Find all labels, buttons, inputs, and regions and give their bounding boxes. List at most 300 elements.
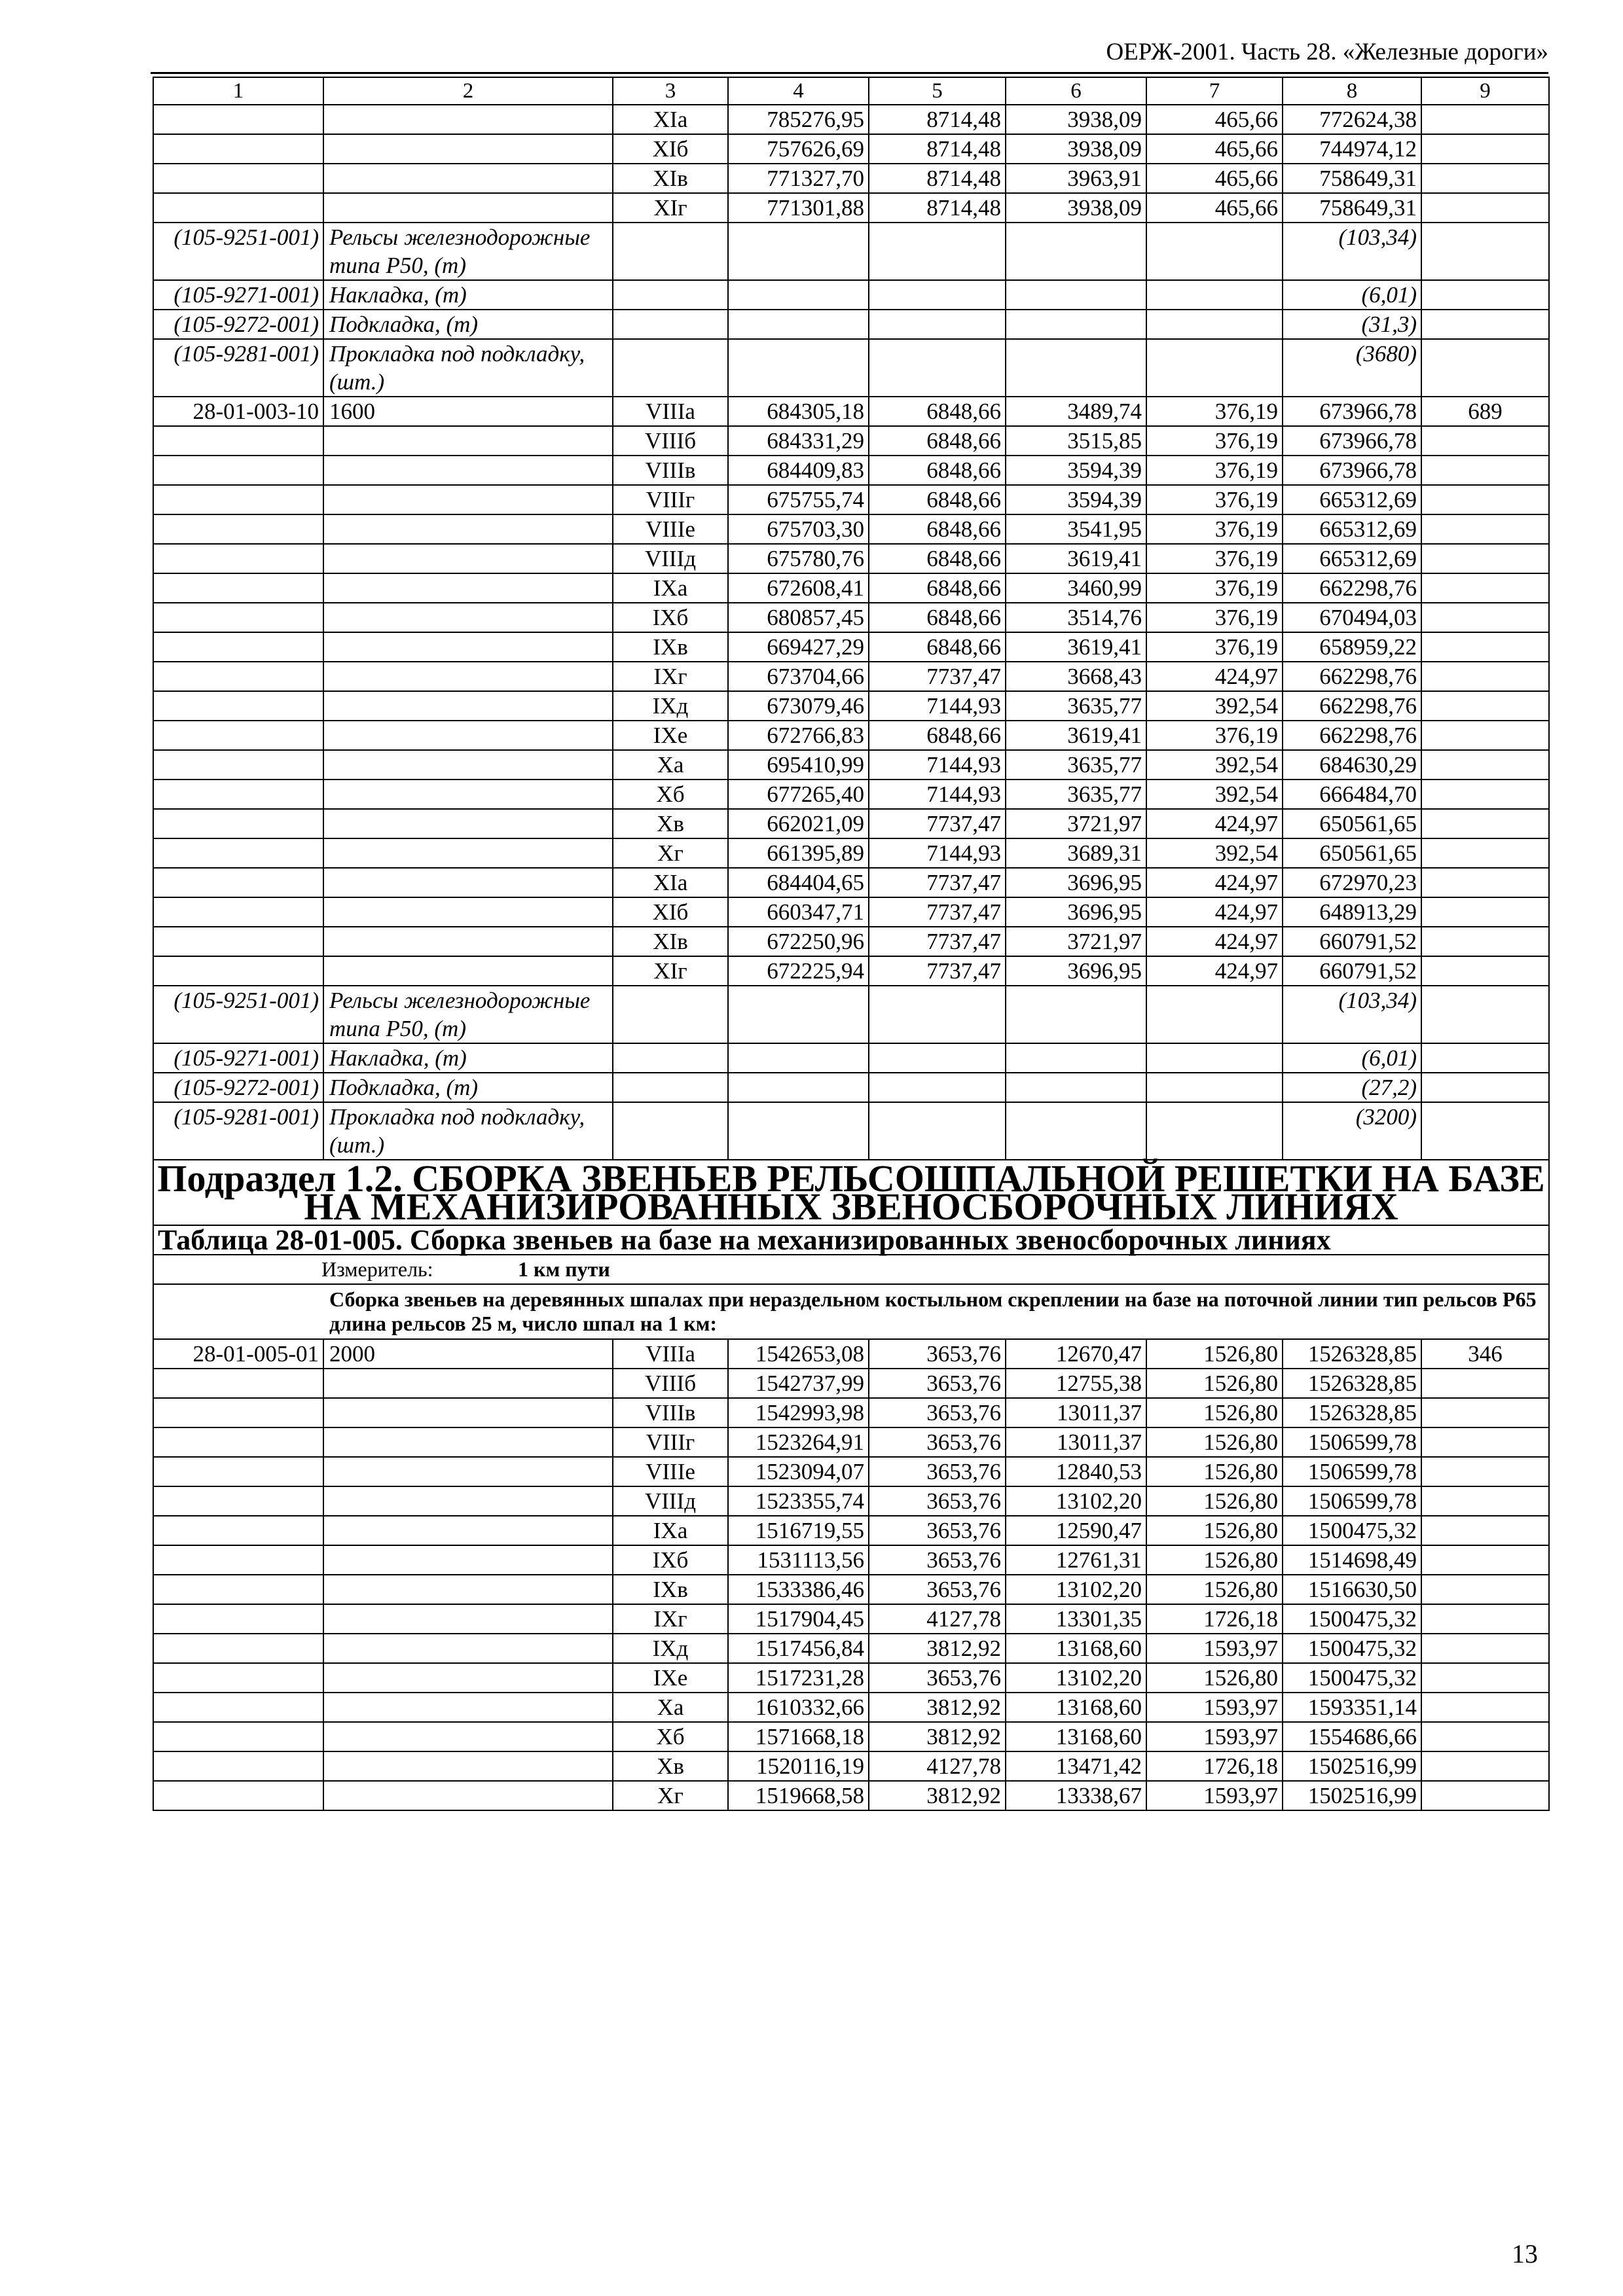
driver-wage-cell: 424,97 — [1146, 927, 1283, 956]
materials-cell: (27,2) — [1283, 1073, 1421, 1102]
name-cell — [323, 809, 613, 838]
table-title: Таблица 28-01-005. Сборка звеньев на базе на механизированных звеносборочных линиях — [153, 1225, 1549, 1255]
machine-cost-cell: 13011,37 — [1006, 1398, 1146, 1427]
materials-cell: 1500475,32 — [1283, 1663, 1421, 1693]
category-cell: Xа — [613, 1693, 728, 1722]
driver-wage-cell: 1526,80 — [1146, 1427, 1283, 1457]
machine-cost-cell — [1006, 339, 1146, 397]
driver-wage-cell — [1146, 986, 1283, 1043]
materials-cell: 1506599,78 — [1283, 1457, 1421, 1486]
wage-cell: 6848,66 — [869, 485, 1006, 514]
driver-wage-cell — [1146, 223, 1283, 280]
materials-cell: 744974,12 — [1283, 134, 1421, 164]
machine-cost-cell: 3489,74 — [1006, 397, 1146, 426]
name-cell: Прокладка под подкладку, (шт.) — [323, 1102, 613, 1160]
materials-cell: 662298,76 — [1283, 573, 1421, 603]
code-cell — [153, 662, 323, 691]
driver-wage-cell: 376,19 — [1146, 544, 1283, 573]
name-cell — [323, 662, 613, 691]
driver-wage-cell: 424,97 — [1146, 809, 1283, 838]
labor-cell — [1421, 750, 1549, 780]
driver-wage-cell: 1526,80 — [1146, 1516, 1283, 1545]
materials-cell: 673966,78 — [1283, 397, 1421, 426]
total-cost-cell — [728, 1073, 869, 1102]
total-cost-cell: 771327,70 — [728, 164, 869, 193]
category-cell: Xб — [613, 1722, 728, 1751]
labor-cell — [1421, 223, 1549, 280]
category-cell: VIIIд — [613, 544, 728, 573]
labor-cell — [1421, 1781, 1549, 1810]
category-cell: VIIIе — [613, 514, 728, 544]
driver-wage-cell: 392,54 — [1146, 691, 1283, 721]
machine-cost-cell: 3635,77 — [1006, 691, 1146, 721]
resource-row — [153, 986, 1549, 1043]
category-cell: IXб — [613, 603, 728, 632]
wage-cell: 6848,66 — [869, 573, 1006, 603]
labor-cell — [1421, 662, 1549, 691]
page-number: 13 — [1512, 2239, 1538, 2269]
machine-cost-cell: 13338,67 — [1006, 1781, 1146, 1810]
driver-wage-cell: 1593,97 — [1146, 1693, 1283, 1722]
wage-cell: 7737,47 — [869, 809, 1006, 838]
category-cell: Xг — [613, 1781, 728, 1810]
driver-wage-cell: 1526,80 — [1146, 1339, 1283, 1369]
code-cell — [153, 164, 323, 193]
name-cell — [323, 838, 613, 868]
labor-cell — [1421, 1634, 1549, 1663]
table-row — [153, 1369, 1549, 1398]
code-cell — [153, 456, 323, 485]
total-cost-cell: 1571668,18 — [728, 1722, 869, 1751]
name-cell — [323, 868, 613, 897]
code-cell — [153, 897, 323, 927]
machine-cost-cell: 3963,91 — [1006, 164, 1146, 193]
category-cell: XIв — [613, 164, 728, 193]
resource-row — [153, 280, 1549, 310]
materials-cell: 662298,76 — [1283, 662, 1421, 691]
code-cell — [153, 1427, 323, 1457]
wage-cell: 8714,48 — [869, 134, 1006, 164]
code-cell — [153, 485, 323, 514]
driver-wage-cell: 376,19 — [1146, 456, 1283, 485]
table-row — [153, 897, 1549, 927]
total-cost-cell: 669427,29 — [728, 632, 869, 662]
materials-cell: (31,3) — [1283, 310, 1421, 339]
category-cell — [613, 986, 728, 1043]
name-cell — [323, 485, 613, 514]
column-number: 1 — [153, 77, 323, 105]
code-cell — [153, 1575, 323, 1604]
materials-cell: (6,01) — [1283, 280, 1421, 310]
wage-cell — [869, 1102, 1006, 1160]
total-cost-cell — [728, 310, 869, 339]
total-cost-cell — [728, 986, 869, 1043]
machine-cost-cell: 3460,99 — [1006, 573, 1146, 603]
wage-cell — [869, 310, 1006, 339]
total-cost-cell: 661395,89 — [728, 838, 869, 868]
wage-cell: 3653,76 — [869, 1427, 1006, 1457]
table-row — [153, 1751, 1549, 1781]
name-cell — [323, 134, 613, 164]
code-cell — [153, 868, 323, 897]
driver-wage-cell: 392,54 — [1146, 750, 1283, 780]
name-cell: Прокладка под подкладку, (шт.) — [323, 339, 613, 397]
name-cell: 1600 — [323, 397, 613, 426]
total-cost-cell: 1610332,66 — [728, 1693, 869, 1722]
total-cost-cell: 695410,99 — [728, 750, 869, 780]
driver-wage-cell: 1526,80 — [1146, 1457, 1283, 1486]
table-row — [153, 1516, 1549, 1545]
code-cell — [153, 691, 323, 721]
table-row — [153, 1722, 1549, 1751]
wage-cell: 3653,76 — [869, 1369, 1006, 1398]
materials-cell: (103,34) — [1283, 986, 1421, 1043]
resource-row — [153, 1102, 1549, 1160]
wage-cell — [869, 223, 1006, 280]
column-number: 8 — [1283, 77, 1421, 105]
code-cell: (105-9251-001) — [153, 223, 323, 280]
category-cell — [613, 339, 728, 397]
driver-wage-cell: 1526,80 — [1146, 1398, 1283, 1427]
driver-wage-cell: 424,97 — [1146, 662, 1283, 691]
code-cell — [153, 105, 323, 134]
table-row — [153, 780, 1549, 809]
driver-wage-cell: 376,19 — [1146, 397, 1283, 426]
name-cell — [323, 1693, 613, 1722]
labor-cell — [1421, 544, 1549, 573]
total-cost-cell: 672608,41 — [728, 573, 869, 603]
code-cell — [153, 956, 323, 986]
machine-cost-cell — [1006, 1073, 1146, 1102]
driver-wage-cell: 1526,80 — [1146, 1369, 1283, 1398]
machine-cost-cell — [1006, 310, 1146, 339]
materials-cell: 758649,31 — [1283, 193, 1421, 223]
driver-wage-cell: 465,66 — [1146, 134, 1283, 164]
code-cell: (105-9251-001) — [153, 986, 323, 1043]
labor-cell — [1421, 1369, 1549, 1398]
machine-cost-cell: 13102,20 — [1006, 1663, 1146, 1693]
total-cost-cell: 675755,74 — [728, 485, 869, 514]
total-cost-cell — [728, 1043, 869, 1073]
category-cell: VIIIв — [613, 1398, 728, 1427]
table-body-part1 — [153, 77, 1549, 1160]
name-cell — [323, 1545, 613, 1575]
category-cell: XIб — [613, 897, 728, 927]
labor-cell — [1421, 280, 1549, 310]
table-row — [153, 1575, 1549, 1604]
name-cell — [323, 603, 613, 632]
wage-cell: 6848,66 — [869, 721, 1006, 750]
materials-cell: 658959,22 — [1283, 632, 1421, 662]
labor-cell: 346 — [1421, 1339, 1549, 1369]
table-row — [153, 809, 1549, 838]
materials-cell: 673966,78 — [1283, 426, 1421, 456]
code-cell: 28-01-003-10 — [153, 397, 323, 426]
code-cell — [153, 1663, 323, 1693]
materials-cell: 673966,78 — [1283, 456, 1421, 485]
materials-cell: 665312,69 — [1283, 544, 1421, 573]
materials-cell: 662298,76 — [1283, 721, 1421, 750]
column-number: 9 — [1421, 77, 1549, 105]
code-cell — [153, 838, 323, 868]
code-cell: 28-01-005-01 — [153, 1339, 323, 1369]
labor-cell — [1421, 1663, 1549, 1693]
name-cell — [323, 1751, 613, 1781]
materials-cell: 1506599,78 — [1283, 1427, 1421, 1457]
table-row — [153, 573, 1549, 603]
total-cost-cell: 757626,69 — [728, 134, 869, 164]
code-cell: (105-9281-001) — [153, 339, 323, 397]
code-cell — [153, 603, 323, 632]
wage-cell: 3653,76 — [869, 1457, 1006, 1486]
code-cell — [153, 514, 323, 544]
wage-cell: 7737,47 — [869, 927, 1006, 956]
code-cell — [153, 1457, 323, 1486]
driver-wage-cell — [1146, 310, 1283, 339]
machine-cost-cell: 13102,20 — [1006, 1575, 1146, 1604]
labor-cell — [1421, 1751, 1549, 1781]
machine-cost-cell: 3689,31 — [1006, 838, 1146, 868]
wage-cell: 7737,47 — [869, 662, 1006, 691]
materials-cell: 1593351,14 — [1283, 1693, 1421, 1722]
code-cell — [153, 750, 323, 780]
labor-cell — [1421, 1545, 1549, 1575]
materials-cell: 672970,23 — [1283, 868, 1421, 897]
name-cell — [323, 897, 613, 927]
table-body-part2 — [153, 1339, 1549, 1810]
wage-cell: 3653,76 — [869, 1486, 1006, 1516]
materials-cell: (103,34) — [1283, 223, 1421, 280]
materials-cell: 665312,69 — [1283, 514, 1421, 544]
measure-row — [153, 1255, 1549, 1284]
machine-cost-cell: 12761,31 — [1006, 1545, 1146, 1575]
name-cell — [323, 1781, 613, 1810]
machine-cost-cell: 3721,97 — [1006, 809, 1146, 838]
wage-cell: 7737,47 — [869, 956, 1006, 986]
machine-cost-cell: 3594,39 — [1006, 456, 1146, 485]
total-cost-cell: 672225,94 — [728, 956, 869, 986]
total-cost-cell: 684404,65 — [728, 868, 869, 897]
total-cost-cell: 684409,83 — [728, 456, 869, 485]
resource-row — [153, 310, 1549, 339]
wage-cell: 6848,66 — [869, 544, 1006, 573]
machine-cost-cell: 12670,47 — [1006, 1339, 1146, 1369]
materials-cell: 1514698,49 — [1283, 1545, 1421, 1575]
wage-cell: 6848,66 — [869, 426, 1006, 456]
total-cost-cell: 1542993,98 — [728, 1398, 869, 1427]
name-cell — [323, 956, 613, 986]
measure-label: Измеритель: — [321, 1257, 433, 1281]
wage-cell: 3653,76 — [869, 1339, 1006, 1369]
driver-wage-cell — [1146, 1043, 1283, 1073]
table-subtitle: Сборка звеньев на деревянных шпалах при нераздельном костыльном скреплении на базе на поточной линии тип рельсов Р65 длина рельсов 25 м, число шпал на 1 км: — [153, 1284, 1549, 1339]
labor-cell — [1421, 809, 1549, 838]
code-cell — [153, 1751, 323, 1781]
name-cell — [323, 1486, 613, 1516]
name-cell — [323, 193, 613, 223]
labor-cell — [1421, 310, 1549, 339]
code-cell — [153, 1369, 323, 1398]
labor-cell — [1421, 426, 1549, 456]
name-cell — [323, 1427, 613, 1457]
driver-wage-cell: 392,54 — [1146, 838, 1283, 868]
table-row — [153, 164, 1549, 193]
resource-row — [153, 223, 1549, 280]
wage-cell: 4127,78 — [869, 1604, 1006, 1634]
labor-cell — [1421, 721, 1549, 750]
machine-cost-cell — [1006, 986, 1146, 1043]
table-row — [153, 603, 1549, 632]
total-cost-cell: 680857,45 — [728, 603, 869, 632]
total-cost-cell: 672250,96 — [728, 927, 869, 956]
machine-cost-cell: 13471,42 — [1006, 1751, 1146, 1781]
code-cell — [153, 721, 323, 750]
category-cell: XIа — [613, 105, 728, 134]
name-cell — [323, 426, 613, 456]
machine-cost-cell: 3514,76 — [1006, 603, 1146, 632]
code-cell — [153, 426, 323, 456]
materials-cell: 1500475,32 — [1283, 1634, 1421, 1663]
code-cell — [153, 573, 323, 603]
category-cell — [613, 223, 728, 280]
total-cost-cell: 785276,95 — [728, 105, 869, 134]
driver-wage-cell: 424,97 — [1146, 897, 1283, 927]
category-cell: Xб — [613, 780, 728, 809]
name-cell — [323, 1516, 613, 1545]
machine-cost-cell: 13102,20 — [1006, 1486, 1146, 1516]
driver-wage-cell: 465,66 — [1146, 164, 1283, 193]
machine-cost-cell: 3938,09 — [1006, 134, 1146, 164]
labor-cell — [1421, 838, 1549, 868]
code-cell — [153, 1722, 323, 1751]
total-cost-cell: 1523094,07 — [728, 1457, 869, 1486]
category-cell: IXг — [613, 662, 728, 691]
machine-cost-cell: 3619,41 — [1006, 721, 1146, 750]
category-cell: XIг — [613, 193, 728, 223]
table-row — [153, 134, 1549, 164]
driver-wage-cell: 376,19 — [1146, 426, 1283, 456]
table-row — [153, 1339, 1549, 1369]
name-cell: 2000 — [323, 1339, 613, 1369]
code-cell — [153, 1545, 323, 1575]
table-row — [153, 105, 1549, 134]
materials-cell: 666484,70 — [1283, 780, 1421, 809]
wage-cell: 7144,93 — [869, 838, 1006, 868]
driver-wage-cell: 1726,18 — [1146, 1604, 1283, 1634]
table-row — [153, 456, 1549, 485]
labor-cell — [1421, 193, 1549, 223]
name-cell — [323, 780, 613, 809]
machine-cost-cell — [1006, 223, 1146, 280]
code-cell: (105-9271-001) — [153, 280, 323, 310]
category-cell: XIб — [613, 134, 728, 164]
machine-cost-cell: 3635,77 — [1006, 750, 1146, 780]
wage-cell: 7737,47 — [869, 868, 1006, 897]
labor-cell — [1421, 868, 1549, 897]
labor-cell — [1421, 339, 1549, 397]
labor-cell — [1421, 1073, 1549, 1102]
labor-cell — [1421, 134, 1549, 164]
category-cell: VIIIд — [613, 1486, 728, 1516]
machine-cost-cell: 3938,09 — [1006, 105, 1146, 134]
table-row — [153, 838, 1549, 868]
table-row — [153, 1457, 1549, 1486]
wage-cell: 8714,48 — [869, 164, 1006, 193]
table-row — [153, 691, 1549, 721]
category-cell: IXа — [613, 1516, 728, 1545]
column-number: 4 — [728, 77, 869, 105]
wage-cell: 6848,66 — [869, 397, 1006, 426]
labor-cell — [1421, 1398, 1549, 1427]
materials-cell: 670494,03 — [1283, 603, 1421, 632]
labor-cell — [1421, 927, 1549, 956]
category-cell — [613, 1043, 728, 1073]
wage-cell: 3653,76 — [869, 1663, 1006, 1693]
labor-cell — [1421, 1486, 1549, 1516]
wage-cell: 6848,66 — [869, 632, 1006, 662]
name-cell — [323, 514, 613, 544]
labor-cell — [1421, 456, 1549, 485]
total-cost-cell — [728, 339, 869, 397]
materials-cell: (3200) — [1283, 1102, 1421, 1160]
column-number: 5 — [869, 77, 1006, 105]
table-row — [153, 397, 1549, 426]
total-cost-cell: 1516719,55 — [728, 1516, 869, 1545]
labor-cell — [1421, 1604, 1549, 1634]
name-cell — [323, 632, 613, 662]
materials-cell: 1500475,32 — [1283, 1516, 1421, 1545]
code-cell — [153, 1398, 323, 1427]
total-cost-cell: 677265,40 — [728, 780, 869, 809]
code-cell: (105-9271-001) — [153, 1043, 323, 1073]
labor-cell — [1421, 603, 1549, 632]
materials-cell: (6,01) — [1283, 1043, 1421, 1073]
materials-cell: 1526328,85 — [1283, 1398, 1421, 1427]
materials-cell: (3680) — [1283, 339, 1421, 397]
total-cost-cell: 672766,83 — [728, 721, 869, 750]
materials-cell: 684630,29 — [1283, 750, 1421, 780]
total-cost-cell: 675780,76 — [728, 544, 869, 573]
code-cell: (105-9272-001) — [153, 310, 323, 339]
name-cell — [323, 1663, 613, 1693]
labor-cell — [1421, 1722, 1549, 1751]
code-cell — [153, 1486, 323, 1516]
driver-wage-cell: 1593,97 — [1146, 1634, 1283, 1663]
materials-cell: 650561,65 — [1283, 809, 1421, 838]
category-cell: VIIIг — [613, 485, 728, 514]
code-cell — [153, 809, 323, 838]
table-row — [153, 1693, 1549, 1722]
materials-cell: 650561,65 — [1283, 838, 1421, 868]
column-number: 7 — [1146, 77, 1283, 105]
wage-cell: 7144,93 — [869, 780, 1006, 809]
wage-cell — [869, 280, 1006, 310]
machine-cost-cell: 3515,85 — [1006, 426, 1146, 456]
name-cell — [323, 1604, 613, 1634]
category-cell: VIIIа — [613, 397, 728, 426]
driver-wage-cell — [1146, 1073, 1283, 1102]
machine-cost-cell: 3696,95 — [1006, 956, 1146, 986]
category-cell: Xв — [613, 1751, 728, 1781]
driver-wage-cell: 1593,97 — [1146, 1722, 1283, 1751]
wage-cell: 7144,93 — [869, 750, 1006, 780]
measure-value: 1 км пути — [518, 1257, 610, 1281]
labor-cell — [1421, 632, 1549, 662]
wage-cell — [869, 339, 1006, 397]
table-row — [153, 1486, 1549, 1516]
category-cell: VIIIг — [613, 1427, 728, 1457]
total-cost-cell — [728, 223, 869, 280]
